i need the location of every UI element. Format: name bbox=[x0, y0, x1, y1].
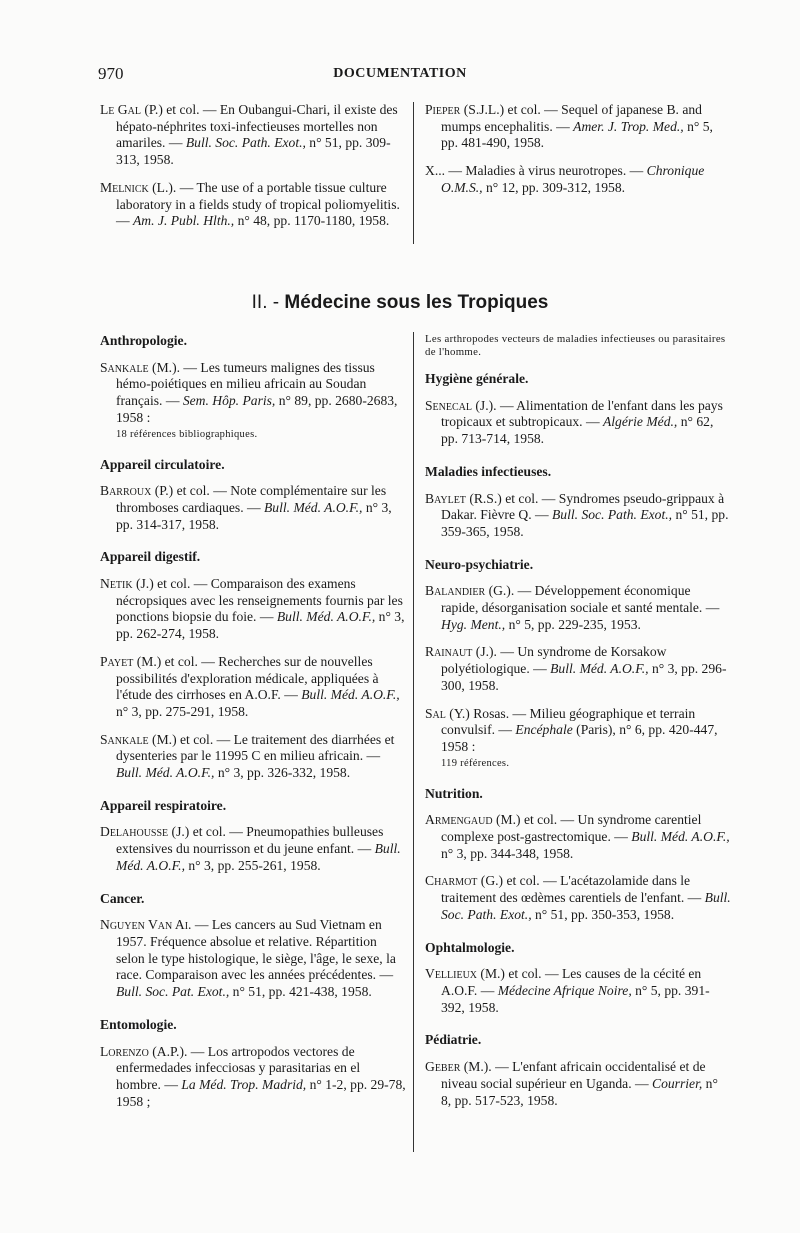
reference-entry: Melnick (L.). — The use of a portable tissue culture laboratory in a fields study of tropical poliomyelitis. — Am. J. Publ. Hlth., n° 48, pp. 1170-1180, 1958. bbox=[100, 179, 400, 229]
section-heading: Entomologie. bbox=[100, 1016, 177, 1032]
top-right-column bbox=[425, 102, 731, 208]
section-heading: Neuro-psychiatrie. bbox=[425, 556, 534, 572]
reference-entry: Payet (M.) et col. — Recherches sur de nouvelles possibilités d'exploration médicale, appliquées à l'étude des cirrhoses en A.O.F. — Bull. Méd. A.O.F., n° 3, pp. 275-291, 1958. bbox=[100, 653, 400, 719]
reference-entry: Sankale (M.) et col. — Le traitement des diarrhées et dysenteries par le 11995 C en milieu africain. — Bull. Méd. A.O.F., n° 3, pp. 326-332, 1958. bbox=[100, 731, 395, 781]
reference-entry: Delahousse (J.) et col. — Pneumopathies bulleuses extensives du nourrisson et du jeune enfant. — Bull. Méd. A.O.F., n° 3, pp. 255-261, 1958. bbox=[100, 824, 401, 873]
top-left-column bbox=[100, 102, 406, 241]
reference-entry: Sal (Y.) Rosas. — Milieu géographique et terrain convulsif. — Encéphale (Paris), n° 6, pp. 420-447, 1958 : 119 références. bbox=[425, 705, 718, 769]
reference-entry: Armengaud (M.) et col. — Un syndrome carentiel complexe post-gastrectomique. — Bull. Méd. A.O.F., n° 3, pp. 344-348, 1958. bbox=[425, 812, 730, 861]
section-heading: Pédiatrie. bbox=[425, 1032, 482, 1048]
reference-entry: Rainaut (J.). — Un syndrome de Korsakow polyétiologique. — Bull. Méd. A.O.F., n° 3, pp. 296-300, 1958. bbox=[425, 644, 727, 693]
section-heading: Appareil respiratoire. bbox=[100, 797, 227, 813]
reference-entry: Nguyen Van Ai. — Les cancers au Sud Vietnam en 1957. Fréquence absolue et relative. Répartition selon le type histologique, le siège, l'âge, le sexe, la race. Comparaison avec les années précédentes. — Bull. Soc. Pat. Exot., n° 51, pp. 421-438, 1958. bbox=[100, 917, 396, 1000]
section-heading: Ophtalmologie. bbox=[425, 939, 515, 955]
reference-entry: Sankale (M.). — Les tumeurs malignes des tissus hémo-poiétiques en milieu africain au Soudan français. — Sem. Hôp. Paris, n° 89, pp. 2680-2683, 1958 : 18 références bibliographiques. bbox=[100, 359, 398, 440]
reference-entry: Charmot (G.) et col. — L'acétazolamide dans le traitement des œdèmes carentiels de l'enfant. — Bull. Soc. Path. Exot., n° 51, pp. 350-353, 1958. bbox=[425, 873, 731, 922]
left-column bbox=[100, 333, 406, 1121]
reference-entry: Baylet (R.S.) et col. — Syndromes pseudo-grippaux à Dakar. Fièvre Q. — Bull. Soc. Path. Exot., n° 51, pp. 359-365, 1958. bbox=[425, 490, 729, 539]
section-heading: Hygiène générale. bbox=[425, 371, 529, 386]
reference-entry: Pieper (S.J.L.) et col. — Sequel of japanese B. and mumps encephalitis. — Amer. J. Trop. Med., n° 5, pp. 481-490, 1958. bbox=[425, 102, 713, 151]
reference-entry: Senecal (J.). — Alimentation de l'enfant dans les pays tropicaux et subtropicaux. — Algérie Méd., n° 62, pp. 713-714, 1958. bbox=[425, 397, 723, 447]
reference-entry: X... — Maladies à virus neurotropes. — Chronique O.M.S., n° 12, pp. 309-312, 1958. bbox=[425, 163, 705, 195]
reference-entry: Geber (M.). — L'enfant africain occidentalisé et de niveau social supérieur en Uganda. — Courrier, n° 8, pp. 517-523, 1958. bbox=[425, 1059, 718, 1108]
reference-entry: Balandier (G.). — Développement économique rapide, désorganisation sociale et santé mentale. — Hyg. Ment., n° 5, pp. 229-235, 1953. bbox=[425, 583, 720, 632]
page-number: 970 bbox=[98, 64, 124, 83]
reference-entry: Lorenzo (A.P.). — Los artropodos vectores de enfermedades infecciosas y parasitarias en el hombre. — La Méd. Trop. Madrid, n° 1-2, pp. 29-78, 1958 ; bbox=[100, 1043, 406, 1109]
reference-entry: Vellieux (M.) et col. — Les causes de la cécité en A.O.F. — Médecine Afrique Noire, n° 5, pp. 391-392, 1958. bbox=[425, 966, 710, 1015]
section-heading: Appareil circulatoire. bbox=[100, 456, 225, 472]
section-heading: Anthropologie. bbox=[100, 333, 187, 348]
section-heading: Cancer. bbox=[100, 890, 145, 906]
column-divider-main bbox=[413, 332, 414, 1152]
reference-entry: Netik (J.) et col. — Comparaison des examens nécropsiques avec les renseignements fournis par les ponctions biopsie du foie. — Bull. Méd. A.O.F., n° 3, pp. 262-274, 1958. bbox=[100, 576, 405, 642]
section-heading: Maladies infectieuses. bbox=[425, 463, 552, 479]
column-divider-top bbox=[413, 102, 414, 244]
section-heading: Nutrition. bbox=[425, 785, 483, 801]
right-column bbox=[425, 333, 731, 1120]
reference-entry: Le Gal (P.) et col. — En Oubangui-Chari, il existe des hépato-néphrites toxi-infectieuses mortelles non amariles. — Bull. Soc. Path. Exot., n° 51, pp. 309-313, 1958. bbox=[100, 102, 398, 168]
section-title: II. - Médecine sous les Tropiques bbox=[251, 292, 549, 313]
continued-note: Les arthropodes vecteurs de maladies infectieuses ou parasitaires de l'homme. bbox=[425, 333, 726, 358]
running-title: DOCUMENTATION bbox=[333, 66, 467, 81]
section-heading: Appareil digestif. bbox=[100, 549, 201, 565]
reference-entry: Barroux (P.) et col. — Note complémentaire sur les thromboses cardiaques. — Bull. Méd. A.O.F., n° 3, pp. 314-317, 1958. bbox=[100, 483, 392, 532]
